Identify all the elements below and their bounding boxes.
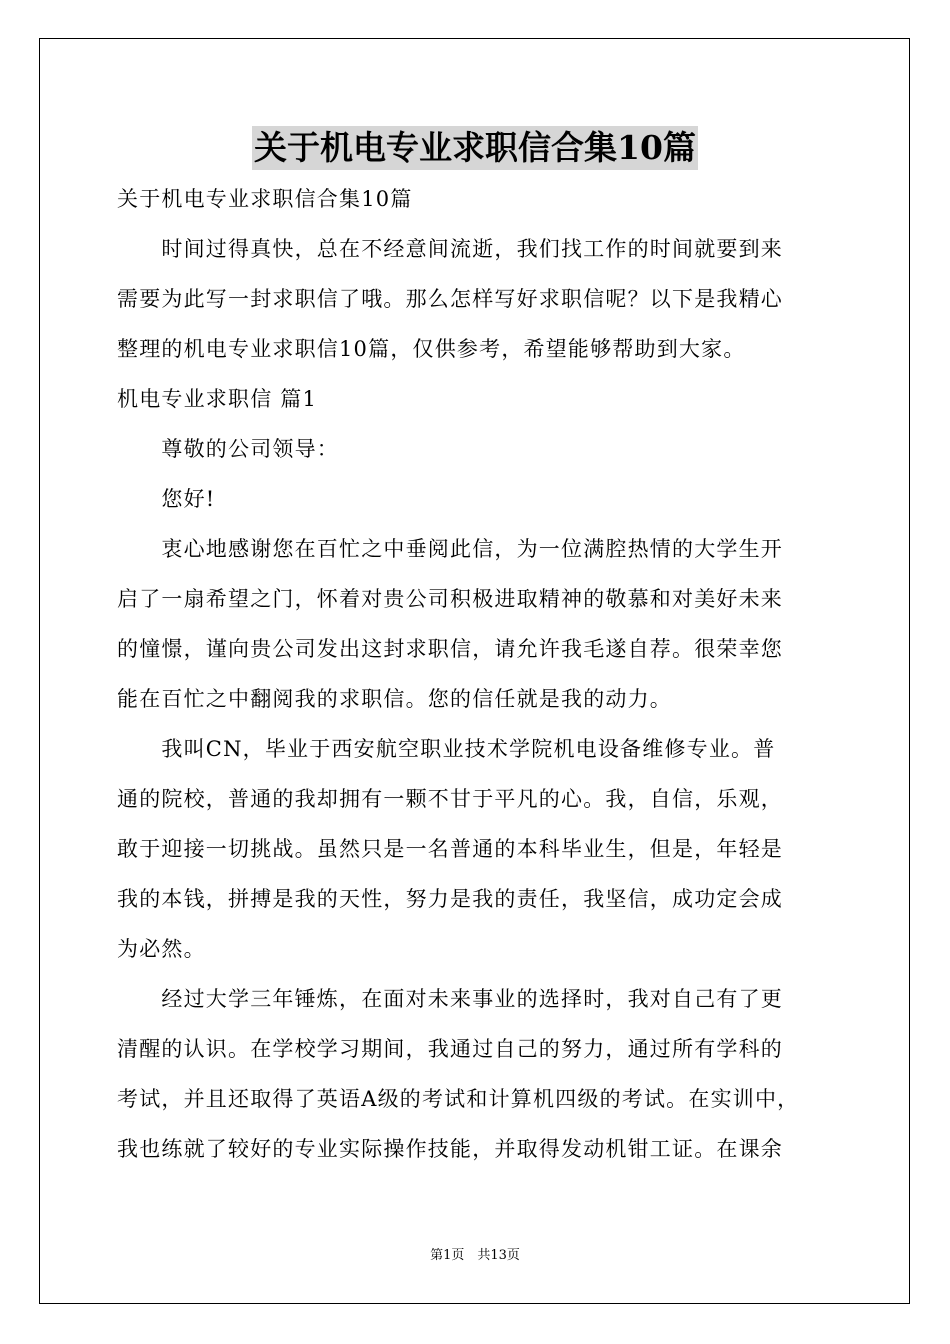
body-line: 我也练就了较好的专业实际操作技能，并取得发动机钳工证。在课余	[117, 1137, 783, 1161]
body-line: 启了一扇希望之门，怀着对贵公司积极进取精神的敬慕和对美好未来	[117, 587, 783, 611]
greeting: 您好!	[117, 487, 216, 511]
body-line: 我的本钱，拼搏是我的天性，努力是我的责任，我坚信，成功定会成	[117, 887, 783, 911]
body-line: 通的院校，普通的我却拥有一颗不甘于平凡的心。我，自信，乐观，	[117, 787, 783, 811]
title-container	[0, 126, 950, 170]
page-border	[39, 38, 910, 1304]
body-line: 能在百忙之中翻阅我的求职信。您的信任就是我的动力。	[117, 687, 672, 711]
document-title: 关于机电专业求职信合集10篇	[252, 126, 698, 170]
body-line: 为必然。	[117, 937, 206, 961]
body-line: 的憧憬，谨向贵公司发出这封求职信，请允许我毛遂自荐。很荣幸您	[117, 637, 783, 661]
body-line: 我叫CN，毕业于西安航空职业技术学院机电设备维修专业。普	[117, 737, 776, 761]
body-line: 需要为此写一封求职信了哦。那么怎样写好求职信呢？以下是我精心	[117, 287, 783, 311]
section-heading: 机电专业求职信 篇1	[117, 387, 318, 411]
body-line: 敢于迎接一切挑战。虽然只是一名普通的本科毕业生，但是，年轻是	[117, 837, 783, 861]
body-line: 整理的机电专业求职信10篇，仅供参考，希望能够帮助到大家。	[117, 337, 746, 361]
body-line: 考试，并且还取得了英语A级的考试和计算机四级的考试。在实训中，	[117, 1087, 800, 1111]
body-line: 衷心地感谢您在百忙之中垂阅此信，为一位满腔热情的大学生开	[117, 537, 783, 561]
salutation: 尊敬的公司领导：	[117, 437, 339, 461]
body-line: 清醒的认识。在学校学习期间，我通过自己的努力，通过所有学科的	[117, 1037, 783, 1061]
body-line: 时间过得真快，总在不经意间流逝，我们找工作的时间就要到来	[117, 237, 783, 261]
document-subtitle: 关于机电专业求职信合集10篇	[117, 187, 413, 211]
body-line: 经过大学三年锤炼，在面对未来事业的选择时，我对自己有了更	[117, 987, 783, 1011]
page-footer: 第1页 共13页	[430, 1248, 520, 1263]
